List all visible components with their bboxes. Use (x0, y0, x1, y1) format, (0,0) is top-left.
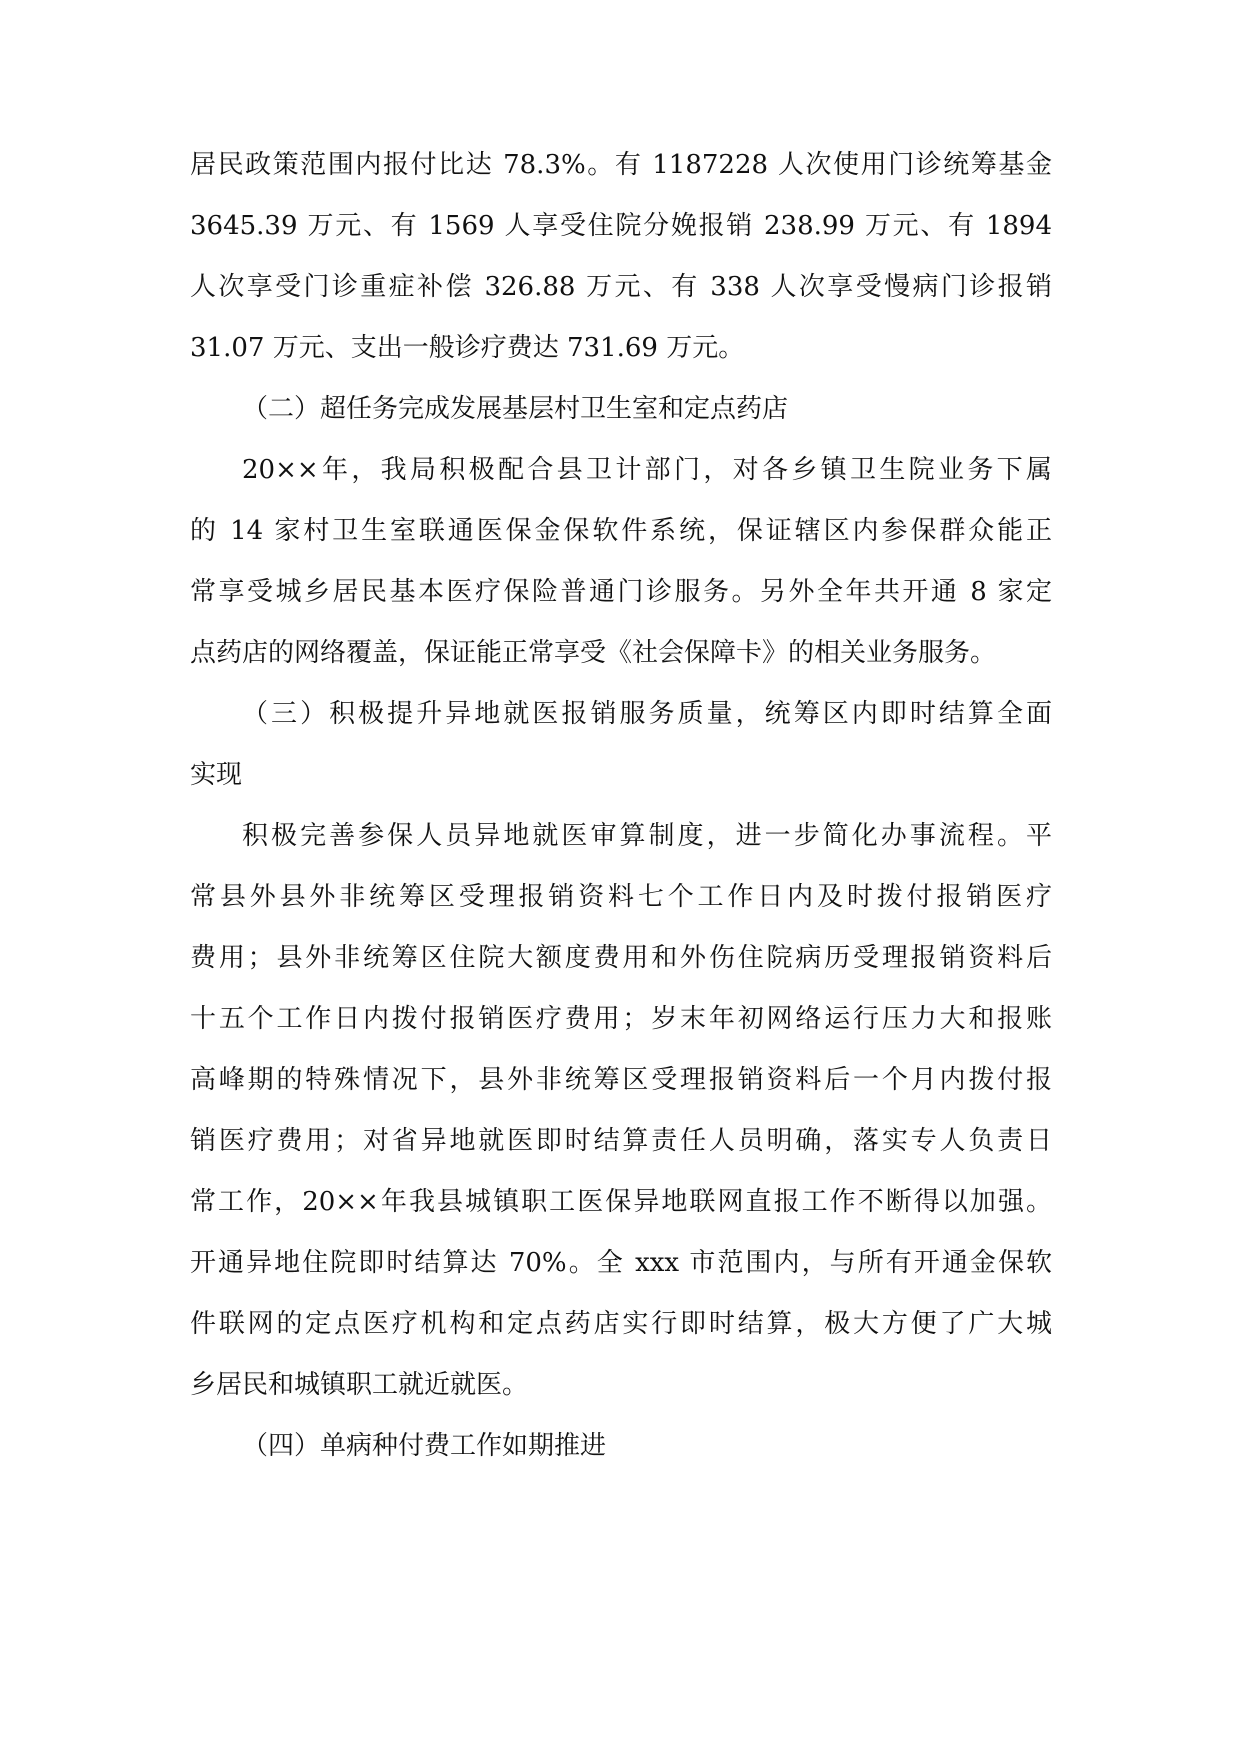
section-heading-2: （二）超任务完成发展基层村卫生室和定点药店 (242, 394, 789, 424)
paragraph-line: 十五个工作日内拨付报销医疗费用；岁末年初网络运行压力大和报账 (190, 1004, 1052, 1034)
paragraph-line: 开通异地住院即时结算达 70%。全 xxx 市范围内，与所有开通金保软 (190, 1248, 1052, 1278)
paragraph-line: 积极完善参保人员异地就医审算制度，进一步简化办事流程。平 (242, 821, 1052, 851)
paragraph-line: 常县外县外非统筹区受理报销资料七个工作日内及时拨付报销医疗 (190, 882, 1052, 912)
paragraph-line: 居民政策范围内报付比达 78.3%。有 1187228 人次使用门诊统筹基金 (190, 150, 1052, 180)
paragraph-line: 销医疗费用；对省异地就医即时结算责任人员明确，落实专人负责日 (190, 1126, 1052, 1156)
paragraph-line: 点药店的网络覆盖，保证能正常享受《社会保障卡》的相关业务服务。 (190, 638, 997, 668)
paragraph-line: 乡居民和城镇职工就近就医。 (190, 1370, 529, 1400)
heading-line: 实现 (190, 760, 243, 790)
paragraph-line: 费用；县外非统筹区住院大额度费用和外伤住院病历受理报销资料后 (190, 943, 1052, 973)
paragraph-line: 31.07 万元、支出一般诊疗费达 731.69 万元。 (190, 333, 745, 363)
paragraph-line: 高峰期的特殊情况下，县外非统筹区受理报销资料后一个月内拨付报 (190, 1065, 1052, 1095)
paragraph-line: 常享受城乡居民基本医疗保险普通门诊服务。另外全年共开通 8 家定 (190, 577, 1052, 607)
paragraph-line: 件联网的定点医疗机构和定点药店实行即时结算，极大方便了广大城 (190, 1309, 1052, 1339)
heading-line: （三）积极提升异地就医报销服务质量，统筹区内即时结算全面 (242, 699, 1052, 729)
paragraph-line: 3645.39 万元、有 1569 人享受住院分娩报销 238.99 万元、有 1894 (190, 211, 1052, 241)
section-heading-4: （四）单病种付费工作如期推进 (242, 1431, 607, 1461)
paragraph-line: 人次享受门诊重症补偿 326.88 万元、有 338 人次享受慢病门诊报销 (190, 272, 1052, 302)
paragraph-line: 20××年，我局积极配合县卫计部门，对各乡镇卫生院业务下属 (242, 455, 1052, 485)
paragraph-line: 常工作，20××年我县城镇职工医保异地联网直报工作不断得以加强。 (190, 1187, 1052, 1217)
paragraph-line: 的 14 家村卫生室联通医保金保软件系统，保证辖区内参保群众能正 (190, 516, 1052, 546)
